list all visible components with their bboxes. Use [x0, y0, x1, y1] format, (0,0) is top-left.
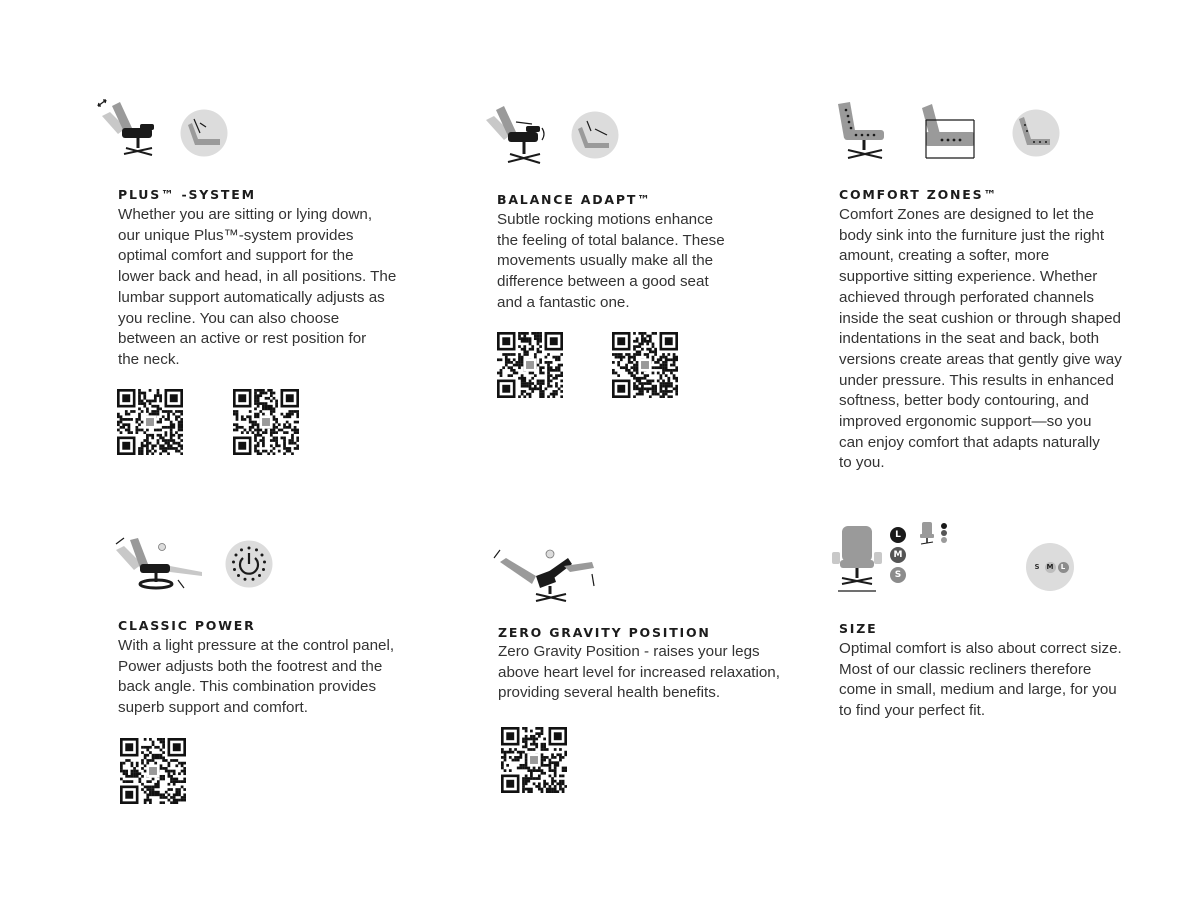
qr-code[interactable] [612, 332, 678, 398]
description-line: to find your perfect fit. [839, 702, 986, 720]
description-line: Whether you are sitting or lying down, [118, 206, 373, 223]
description-line: Most of our classic recliners therefore [839, 660, 1092, 678]
size-badge-medium [890, 547, 906, 563]
description-line: back angle. This combination provides [118, 678, 377, 696]
feature-description [118, 205, 396, 371]
size-badge-small [890, 567, 906, 583]
sofa-indentation-icon [918, 104, 982, 162]
description-line: to you. [839, 454, 885, 472]
description-line: Zero Gravity Position - raises your legs [498, 643, 760, 660]
description-line: With a light pressure at the control panel, [118, 637, 395, 654]
feature-description [118, 636, 394, 719]
description-line: lower back and head, in all positions. The [118, 268, 397, 286]
description-line: difference between a good seat [497, 273, 709, 291]
description-line: movements usually make all the [497, 252, 714, 270]
description-line: optimal comfort and support for the [118, 247, 354, 265]
description-line: Subtle rocking motions enhance [497, 211, 714, 228]
power-button-circle-icon [225, 540, 273, 588]
recliner-perforated-icon [832, 100, 892, 162]
description-line: Optimal comfort is also about correct size. [839, 640, 1122, 657]
recliner-rocking-icon [482, 102, 552, 166]
description-line: versions create areas that gently give way [839, 350, 1122, 368]
size-badge-large [890, 527, 906, 543]
description-line: body sink into the furniture just the right [839, 226, 1105, 244]
description-line: supportive sitting experience. Whether [839, 268, 1098, 286]
feature-title: PLUS™ -SYSTEM [118, 187, 256, 202]
qr-code-graphic [501, 727, 567, 793]
feature-title: BALANCE ADAPT™ [497, 192, 652, 207]
description-line: come in small, medium and large, for you [839, 681, 1117, 699]
description-line: between an active or rest position for [118, 330, 367, 348]
feature-description [498, 642, 780, 704]
description-line: lumbar support automatically adjusts as [118, 288, 385, 306]
feature-title: CLASSIC POWER [118, 618, 256, 633]
description-line: above heart level for increased relaxation, [498, 663, 780, 681]
qr-code[interactable] [117, 389, 183, 455]
description-line: Comfort Zones are designed to let the [839, 206, 1094, 223]
description-line: superb support and comfort. [118, 699, 308, 717]
seat-zones-circle-icon [1012, 109, 1060, 157]
qr-code-graphic [233, 389, 299, 455]
description-line: and a fantastic one. [497, 293, 630, 311]
neck-support-circle-icon [180, 109, 228, 157]
description-line: Power adjusts both the footrest and the [118, 657, 383, 675]
description-line: amount, creating a softer, more [839, 247, 1050, 265]
description-line: can enjoy comfort that adapts naturally [839, 433, 1100, 451]
qr-code-graphic [120, 738, 186, 804]
recliner-headrest-adjust-icon [96, 98, 166, 160]
description-line: indentations in the seat and back, both [839, 330, 1100, 348]
power-recliner-footrest-icon [112, 536, 204, 594]
size-option-small: S [1034, 563, 1040, 571]
size-badge-label: L [895, 530, 901, 540]
description-line: the feeling of total balance. These [497, 231, 725, 249]
size-badge-label: M [893, 550, 903, 560]
seat-rocking-circle-icon [571, 111, 619, 159]
size-option-large: L [1058, 562, 1069, 573]
description-line: the neck. [118, 350, 180, 368]
size-option-medium: M [1045, 562, 1056, 573]
size-badge-label: S [894, 570, 902, 580]
description-line: improved ergonomic support—so you [839, 413, 1092, 431]
feature-title: SIZE [839, 621, 878, 636]
description-line: achieved through perforated channels [839, 288, 1094, 306]
qr-code-graphic [612, 332, 678, 398]
feature-title: ZERO GRAVITY POSITION [498, 625, 711, 640]
description-line: you recline. You can also choose [118, 309, 340, 327]
description-line: our unique Plus™-system provides [118, 226, 354, 244]
qr-code[interactable] [120, 738, 186, 804]
zero-gravity-recliner-icon [492, 544, 602, 604]
size-options-circle-icon [1026, 543, 1074, 591]
qr-code[interactable] [497, 332, 563, 398]
description-line: providing several health benefits. [498, 684, 721, 702]
description-line: softness, better body contouring, and [839, 392, 1089, 410]
qr-code[interactable] [233, 389, 299, 455]
feature-description [839, 205, 1122, 474]
qr-code-graphic [497, 332, 563, 398]
qr-code[interactable] [501, 727, 567, 793]
feature-description [839, 639, 1122, 722]
description-line: under pressure. This results in enhanced [839, 371, 1114, 389]
feature-title: COMFORT ZONES™ [839, 187, 998, 202]
description-line: inside the seat cushion or through shaped [839, 309, 1122, 327]
qr-code-graphic [117, 389, 183, 455]
feature-description [497, 210, 725, 314]
